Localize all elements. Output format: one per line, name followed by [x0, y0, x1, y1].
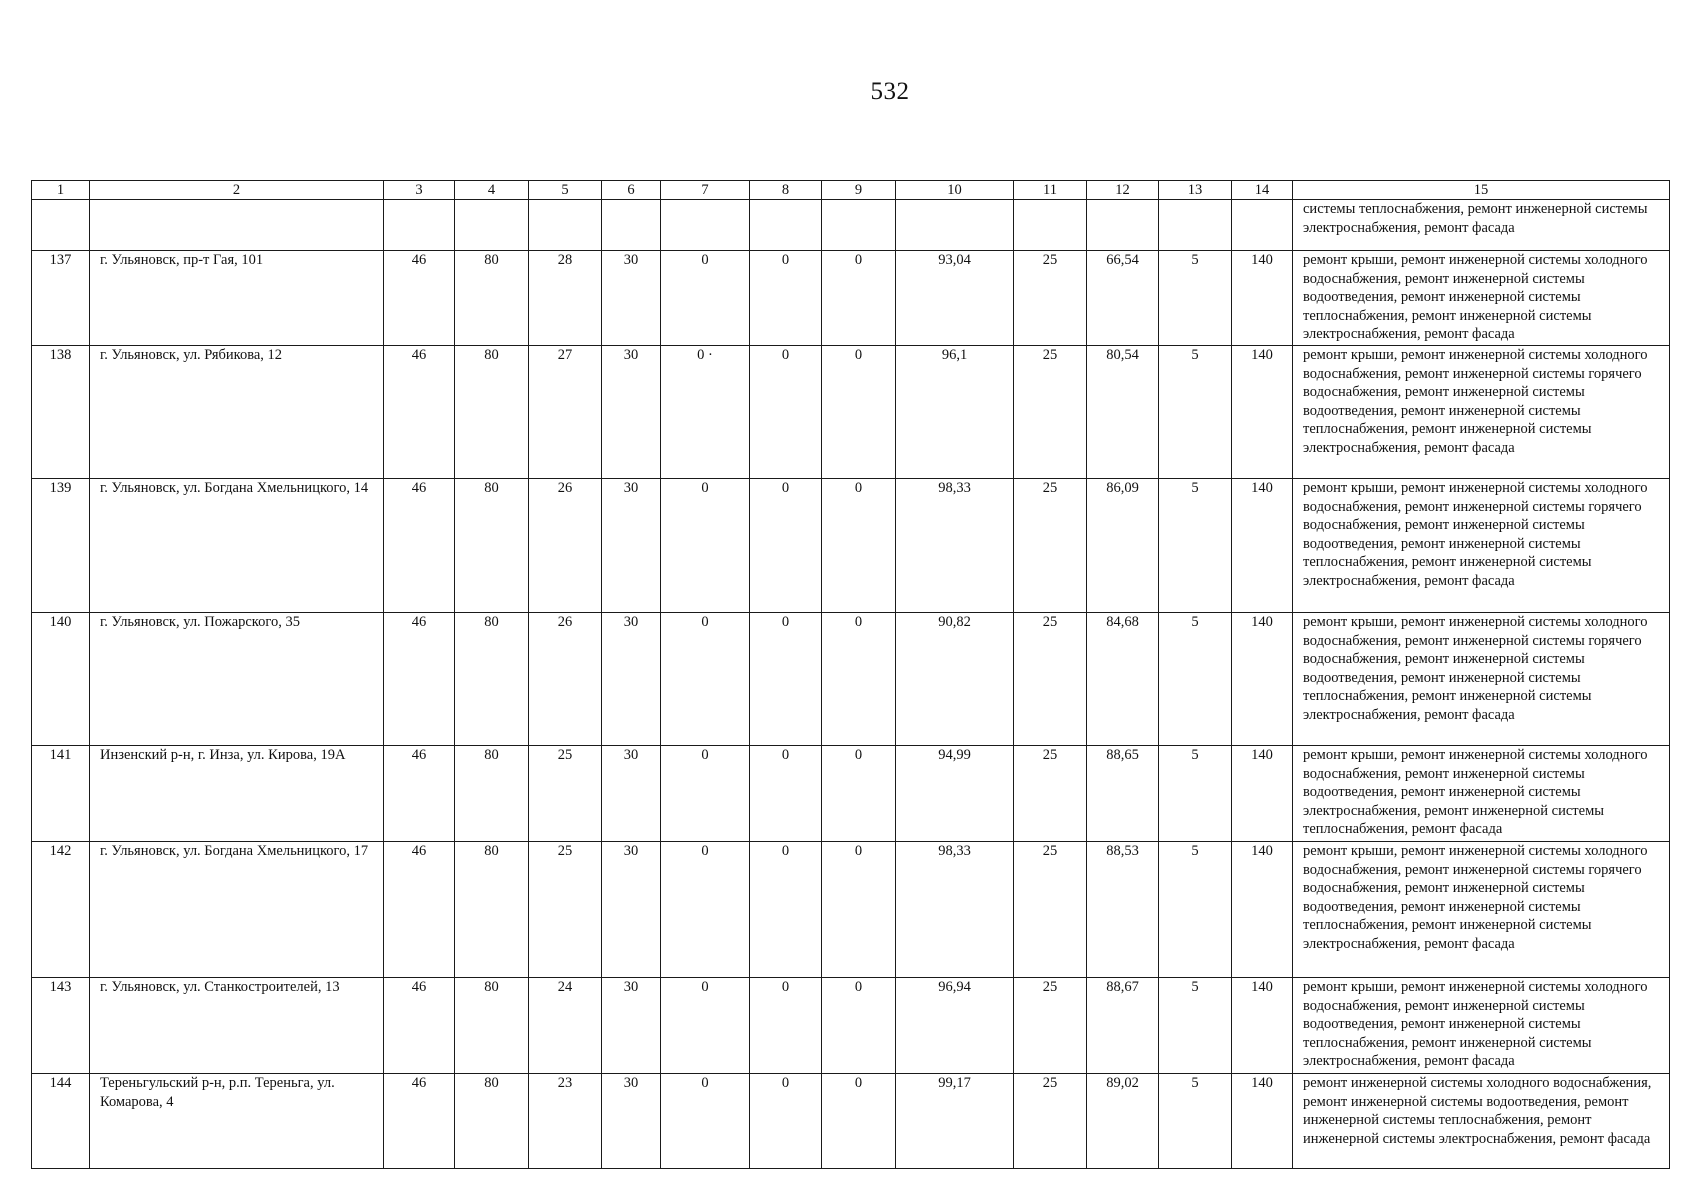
- table-row: [32, 978, 1670, 1074]
- col-5-cell: 27: [529, 346, 602, 479]
- table-row: [32, 842, 1670, 978]
- col-3-cell: 46: [384, 346, 455, 479]
- work-types-cell: ремонт крыши, ремонт инженерной системы холодного водоснабжения, ремонт инженерной системы горячего водоснабжения, ремонт инженерной системы водоотведения, ремонт инженерной системы теплоснабжения, ремонт инженерной системы электроснабжения, ремонт фасада: [1293, 479, 1670, 613]
- col-10-cell: 96,94: [896, 978, 1014, 1074]
- col-3-cell: 46: [384, 251, 455, 346]
- col-11-cell: 25: [1014, 613, 1087, 746]
- col-14-cell: 140: [1232, 842, 1293, 978]
- col-8-cell: 0: [750, 1074, 822, 1169]
- col-3-cell: 46: [384, 479, 455, 613]
- col-11-cell: 25: [1014, 978, 1087, 1074]
- col-11-cell: [1014, 200, 1087, 251]
- col-7-cell: 0: [661, 842, 750, 978]
- row-number-cell: 143: [32, 978, 90, 1074]
- col-10-cell: 98,33: [896, 842, 1014, 978]
- col-5-cell: 23: [529, 1074, 602, 1169]
- table-row: [32, 1074, 1670, 1169]
- header-row: [32, 181, 1670, 200]
- col-5-cell: 26: [529, 613, 602, 746]
- column-header-4: 4: [455, 181, 529, 200]
- col-3-cell: [384, 200, 455, 251]
- address-cell: г. Ульяновск, ул. Богдана Хмельницкого, 14: [90, 479, 384, 613]
- col-5-cell: 28: [529, 251, 602, 346]
- address-cell: г. Ульяновск, ул. Пожарского, 35: [90, 613, 384, 746]
- col-9-cell: 0: [822, 613, 896, 746]
- row-number-cell: 138: [32, 346, 90, 479]
- column-header-6: 6: [602, 181, 661, 200]
- col-7-cell: 0: [661, 1074, 750, 1169]
- col-7-cell: 0: [661, 251, 750, 346]
- column-header-7: 7: [661, 181, 750, 200]
- table-row: [32, 479, 1670, 613]
- col-4-cell: 80: [455, 1074, 529, 1169]
- col-13-cell: 5: [1159, 479, 1232, 613]
- column-header-13: 13: [1159, 181, 1232, 200]
- address-cell: г. Ульяновск, ул. Рябикова, 12: [90, 346, 384, 479]
- col-5-cell: 24: [529, 978, 602, 1074]
- work-types-cell: ремонт крыши, ремонт инженерной системы холодного водоснабжения, ремонт инженерной системы горячего водоснабжения, ремонт инженерной системы водоотведения, ремонт инженерной системы теплоснабжения, ремонт инженерной системы электроснабжения, ремонт фасада: [1293, 842, 1670, 978]
- col-11-cell: 25: [1014, 842, 1087, 978]
- col-14-cell: [1232, 200, 1293, 251]
- col-7-cell: 0: [661, 479, 750, 613]
- col-3-cell: 46: [384, 1074, 455, 1169]
- column-header-3: 3: [384, 181, 455, 200]
- col-14-cell: 140: [1232, 1074, 1293, 1169]
- col-8-cell: [750, 200, 822, 251]
- address-cell: [90, 200, 384, 251]
- row-number-cell: 139: [32, 479, 90, 613]
- col-10-cell: 98,33: [896, 479, 1014, 613]
- col-6-cell: [602, 200, 661, 251]
- col-9-cell: 0: [822, 1074, 896, 1169]
- col-6-cell: 30: [602, 842, 661, 978]
- col-14-cell: 140: [1232, 479, 1293, 613]
- col-4-cell: 80: [455, 978, 529, 1074]
- col-12-cell: 88,65: [1087, 746, 1159, 842]
- col-6-cell: 30: [602, 613, 661, 746]
- row-number-cell: [32, 200, 90, 251]
- column-header-5: 5: [529, 181, 602, 200]
- col-10-cell: 99,17: [896, 1074, 1014, 1169]
- column-header-1: 1: [32, 181, 90, 200]
- col-10-cell: 90,82: [896, 613, 1014, 746]
- address-cell: Инзенский р-н, г. Инза, ул. Кирова, 19А: [90, 746, 384, 842]
- address-cell: г. Ульяновск, ул. Богдана Хмельницкого, 17: [90, 842, 384, 978]
- col-9-cell: 0: [822, 251, 896, 346]
- col-12-cell: 66,54: [1087, 251, 1159, 346]
- col-6-cell: 30: [602, 346, 661, 479]
- col-13-cell: 5: [1159, 346, 1232, 479]
- col-8-cell: 0: [750, 346, 822, 479]
- col-12-cell: 80,54: [1087, 346, 1159, 479]
- row-number-cell: 141: [32, 746, 90, 842]
- row-number-cell: 144: [32, 1074, 90, 1169]
- page-number: 532: [870, 78, 910, 105]
- col-11-cell: 25: [1014, 746, 1087, 842]
- work-types-cell: ремонт крыши, ремонт инженерной системы холодного водоснабжения, ремонт инженерной системы водоотведения, ремонт инженерной системы электроснабжения, ремонт инженерной системы теплоснабжения, ремонт фасада: [1293, 746, 1670, 842]
- col-7-cell: 0: [661, 978, 750, 1074]
- col-8-cell: 0: [750, 842, 822, 978]
- column-header-2: 2: [90, 181, 384, 200]
- col-6-cell: 30: [602, 978, 661, 1074]
- col-12-cell: 88,53: [1087, 842, 1159, 978]
- table-row: [32, 613, 1670, 746]
- col-9-cell: 0: [822, 479, 896, 613]
- col-4-cell: [455, 200, 529, 251]
- col-7-cell: 0: [661, 746, 750, 842]
- col-13-cell: 5: [1159, 978, 1232, 1074]
- col-3-cell: 46: [384, 842, 455, 978]
- col-12-cell: 86,09: [1087, 479, 1159, 613]
- col-9-cell: 0: [822, 978, 896, 1074]
- col-8-cell: 0: [750, 746, 822, 842]
- col-9-cell: 0: [822, 746, 896, 842]
- col-13-cell: 5: [1159, 251, 1232, 346]
- col-3-cell: 46: [384, 746, 455, 842]
- col-8-cell: 0: [750, 978, 822, 1074]
- col-13-cell: [1159, 200, 1232, 251]
- work-types-cell: системы теплоснабжения, ремонт инженерной системы электроснабжения, ремонт фасада: [1293, 200, 1670, 251]
- col-9-cell: [822, 200, 896, 251]
- col-5-cell: 26: [529, 479, 602, 613]
- column-header-15: 15: [1293, 181, 1670, 200]
- col-14-cell: 140: [1232, 346, 1293, 479]
- col-14-cell: 140: [1232, 746, 1293, 842]
- work-types-cell: ремонт крыши, ремонт инженерной системы холодного водоснабжения, ремонт инженерной системы горячего водоснабжения, ремонт инженерной системы водоотведения, ремонт инженерной системы теплоснабжения, ремонт инженерной системы электроснабжения, ремонт фасада: [1293, 346, 1670, 479]
- col-8-cell: 0: [750, 613, 822, 746]
- col-4-cell: 80: [455, 346, 529, 479]
- col-11-cell: 25: [1014, 251, 1087, 346]
- col-4-cell: 80: [455, 842, 529, 978]
- work-types-cell: ремонт крыши, ремонт инженерной системы холодного водоснабжения, ремонт инженерной системы горячего водоснабжения, ремонт инженерной системы водоотведения, ремонт инженерной системы теплоснабжения, ремонт инженерной системы электроснабжения, ремонт фасада: [1293, 613, 1670, 746]
- address-cell: г. Ульяновск, ул. Станкостроителей, 13: [90, 978, 384, 1074]
- col-10-cell: 93,04: [896, 251, 1014, 346]
- col-5-cell: 25: [529, 746, 602, 842]
- table-row: [32, 746, 1670, 842]
- col-5-cell: [529, 200, 602, 251]
- col-7-cell: 0 ·: [661, 346, 750, 479]
- col-10-cell: 96,1: [896, 346, 1014, 479]
- col-11-cell: 25: [1014, 346, 1087, 479]
- col-7-cell: [661, 200, 750, 251]
- column-header-8: 8: [750, 181, 822, 200]
- col-9-cell: 0: [822, 346, 896, 479]
- row-number-cell: 142: [32, 842, 90, 978]
- column-header-12: 12: [1087, 181, 1159, 200]
- table-row: [32, 346, 1670, 479]
- row-number-cell: 137: [32, 251, 90, 346]
- col-7-cell: 0: [661, 613, 750, 746]
- column-header-11: 11: [1014, 181, 1087, 200]
- col-13-cell: 5: [1159, 746, 1232, 842]
- row-number-cell: 140: [32, 613, 90, 746]
- column-header-9: 9: [822, 181, 896, 200]
- col-4-cell: 80: [455, 746, 529, 842]
- col-13-cell: 5: [1159, 613, 1232, 746]
- col-6-cell: 30: [602, 746, 661, 842]
- col-5-cell: 25: [529, 842, 602, 978]
- col-11-cell: 25: [1014, 479, 1087, 613]
- work-types-cell: ремонт инженерной системы холодного водоснабжения, ремонт инженерной системы водоотведения, ремонт инженерной системы теплоснабжения, ремонт инженерной системы электроснабжения, ремонт фасада: [1293, 1074, 1670, 1169]
- col-12-cell: 89,02: [1087, 1074, 1159, 1169]
- col-6-cell: 30: [602, 251, 661, 346]
- column-header-14: 14: [1232, 181, 1293, 200]
- address-cell: г. Ульяновск, пр-т Гая, 101: [90, 251, 384, 346]
- col-12-cell: 88,67: [1087, 978, 1159, 1074]
- column-header-10: 10: [896, 181, 1014, 200]
- col-6-cell: 30: [602, 1074, 661, 1169]
- col-4-cell: 80: [455, 479, 529, 613]
- work-types-cell: ремонт крыши, ремонт инженерной системы холодного водоснабжения, ремонт инженерной системы водоотведения, ремонт инженерной системы теплоснабжения, ремонт инженерной системы электроснабжения, ремонт фасада: [1293, 978, 1670, 1074]
- col-6-cell: 30: [602, 479, 661, 613]
- col-14-cell: 140: [1232, 978, 1293, 1074]
- work-types-cell: ремонт крыши, ремонт инженерной системы холодного водоснабжения, ремонт инженерной системы водоотведения, ремонт инженерной системы теплоснабжения, ремонт инженерной системы электроснабжения, ремонт фасада: [1293, 251, 1670, 346]
- address-cell: Тереньгульский р-н, р.п. Тереньга, ул. Комарова, 4: [90, 1074, 384, 1169]
- col-4-cell: 80: [455, 613, 529, 746]
- col-3-cell: 46: [384, 978, 455, 1074]
- col-8-cell: 0: [750, 251, 822, 346]
- table-row: [32, 200, 1670, 251]
- col-12-cell: 84,68: [1087, 613, 1159, 746]
- col-14-cell: 140: [1232, 613, 1293, 746]
- col-13-cell: 5: [1159, 1074, 1232, 1169]
- col-9-cell: 0: [822, 842, 896, 978]
- col-10-cell: [896, 200, 1014, 251]
- table-row: [32, 251, 1670, 346]
- col-8-cell: 0: [750, 479, 822, 613]
- col-13-cell: 5: [1159, 842, 1232, 978]
- col-4-cell: 80: [455, 251, 529, 346]
- col-11-cell: 25: [1014, 1074, 1087, 1169]
- col-3-cell: 46: [384, 613, 455, 746]
- col-12-cell: [1087, 200, 1159, 251]
- col-14-cell: 140: [1232, 251, 1293, 346]
- repair-plan-table: [31, 180, 1670, 1169]
- col-10-cell: 94,99: [896, 746, 1014, 842]
